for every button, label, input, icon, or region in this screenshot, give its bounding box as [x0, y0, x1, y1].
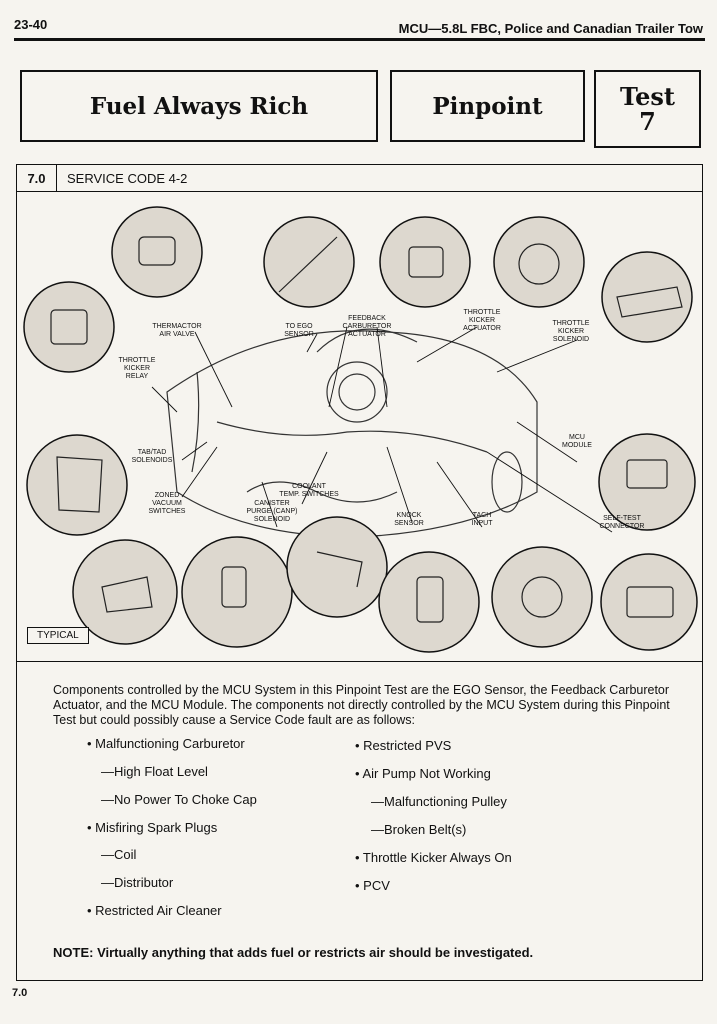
intro-paragraph: Components controlled by the MCU System in this Pinpoint Test are the EGO Sensor, the Feedback Carburetor Actuator, and the MCU Module. The components not directly controlled by the MCU System during this Pinpoint Test but could possibly cause a Service Code fault are as follows:: [53, 683, 670, 727]
step-title: SERVICE CODE 4-2: [67, 171, 188, 186]
diagram-labels: [119, 309, 645, 530]
list-item: • Throttle Kicker Always On: [355, 850, 512, 865]
inset-feedback-actuator: [380, 217, 470, 307]
symptom-title: Fuel Always Rich: [89, 92, 309, 120]
footer-step-ref: 7.0: [12, 987, 28, 999]
label-ego-sensor: TO EGO SENSOR: [284, 323, 314, 338]
typical-caption: TYPICAL: [27, 627, 89, 644]
label-tk-relay: THROTTLE KICKER RELAY: [118, 357, 156, 380]
inset-self-test: [601, 554, 697, 650]
label-feedback-actuator: FEEDBACK CARBURETOR ACTUATOR: [342, 315, 392, 338]
label-canister-purge: CANISTER PURGE (CANP) SOLENOID: [246, 500, 298, 523]
pinpoint-label: Pinpoint: [432, 92, 543, 120]
inset-thermactor: [112, 207, 202, 297]
running-title: MCU—5.8L FBC, Police and Canadian Trailer Tow: [398, 21, 703, 36]
pinpoint-box: [390, 70, 585, 142]
label-tk-actuator: THROTTLE KICKER ACTUATOR: [463, 309, 501, 332]
test-word: Test: [620, 81, 675, 111]
inset-circles: [24, 207, 697, 652]
inset-canister-purge: [182, 537, 292, 647]
label-coolant-switches: COOLANT TEMP. SWITCHES: [279, 483, 339, 498]
step-number: 7.0: [17, 165, 57, 191]
note: [53, 945, 533, 960]
label-tab-tad: TAB/TAD SOLENOIDS: [131, 449, 173, 464]
symptom-title-box: [20, 70, 378, 142]
label-knock-sensor: KNOCK SENSOR: [394, 512, 424, 527]
inset-tach-input: [492, 547, 592, 647]
step-header: [17, 165, 702, 192]
list-item: • Restricted PVS: [355, 738, 452, 753]
test-number-box: [594, 70, 701, 148]
label-zoned-vacuum: ZONED VACUUM SWITCHES: [148, 492, 186, 515]
engine-illustration: [167, 329, 537, 537]
inset-ego-sensor: [264, 217, 354, 307]
list-item: • Air Pump Not Working: [355, 766, 491, 781]
inset-tk-relay: [24, 282, 114, 372]
note-text: Virtually anything that adds fuel or restricts air should be investigated.: [97, 945, 534, 960]
list-item: —Coil: [101, 847, 137, 862]
list-item: —Distributor: [101, 875, 174, 890]
label-thermactor: THERMACTOR AIR VALVE: [152, 323, 202, 338]
label-tk-solenoid: THROTTLE KICKER SOLENOID: [552, 320, 590, 343]
list-item: • PCV: [355, 878, 390, 893]
note-label: NOTE:: [53, 945, 94, 960]
inset-tk-actuator: [494, 217, 584, 307]
list-item: • Malfunctioning Carburetor: [87, 736, 245, 751]
list-item: • Misfiring Spark Plugs: [87, 820, 218, 835]
list-item: • Restricted Air Cleaner: [87, 903, 222, 918]
list-item: —No Power To Choke Cap: [101, 792, 257, 807]
section-divider: [17, 661, 702, 662]
inset-knock-sensor: [379, 552, 479, 652]
inset-coolant-switch: [287, 517, 387, 617]
label-self-test: SELF-TEST CONNECTOR: [599, 515, 645, 530]
component-location-diagram: [17, 192, 702, 662]
label-mcu-module: MCU MODULE: [562, 434, 592, 449]
header-rule: [14, 38, 705, 41]
inset-tab-tad: [27, 435, 127, 535]
test-step-panel: [16, 164, 703, 981]
inset-tk-solenoid: [602, 252, 692, 342]
list-item: —Malfunctioning Pulley: [371, 794, 507, 809]
list-item: —Broken Belt(s): [371, 822, 467, 837]
leader-lines: [152, 327, 612, 532]
test-number: 7: [639, 107, 656, 136]
label-tach-input: TACH INPUT: [471, 512, 493, 527]
list-item: —High Float Level: [101, 764, 208, 779]
page-number: 23-40: [14, 17, 48, 32]
